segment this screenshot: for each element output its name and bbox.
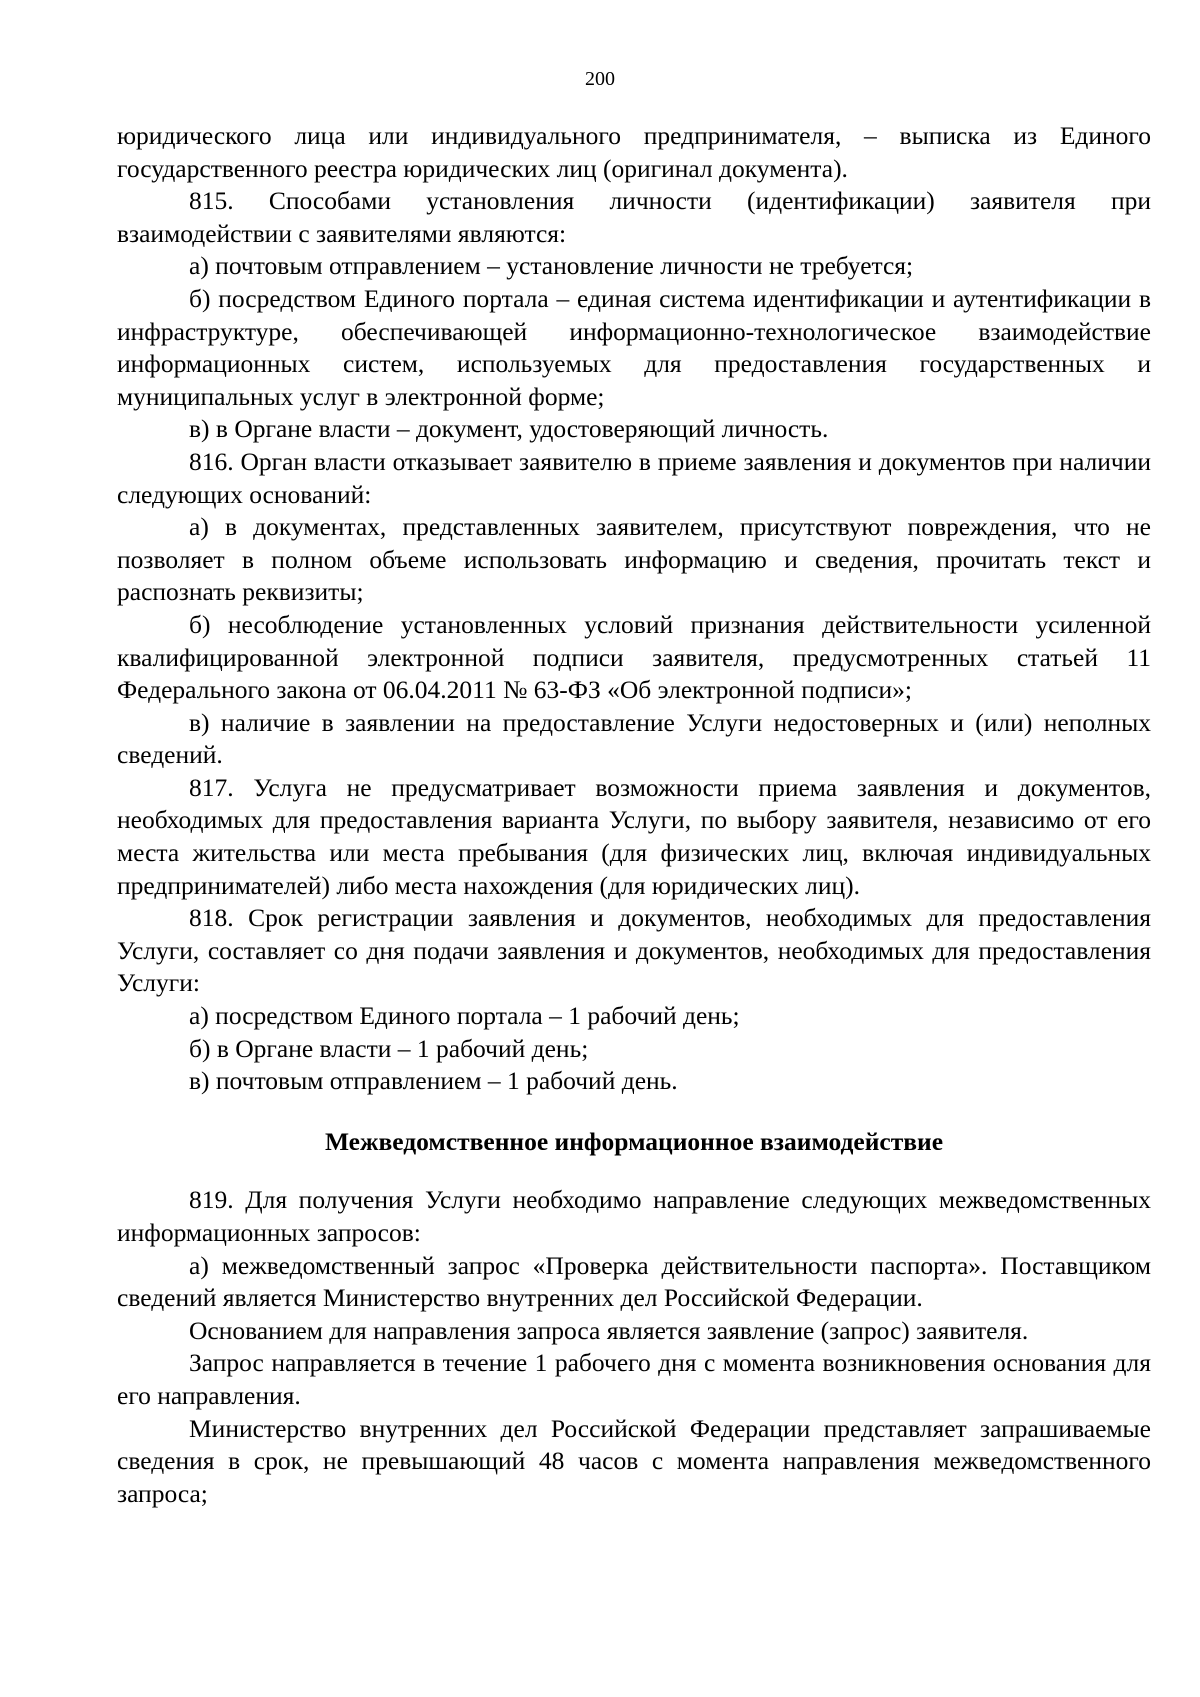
paragraph-request-timing: Запрос направляется в течение 1 рабочего дня с момента возникновения основания для его направления. bbox=[117, 1348, 1151, 1410]
paragraph-continuation: юридического лица или индивидуального предпринимателя, – выписка из Единого государственного реестра юридических лиц (оригинал документа). bbox=[117, 121, 1151, 183]
paragraph-818-a: а) посредством Единого портала – 1 рабочий день; bbox=[189, 1001, 740, 1031]
paragraph-request-basis: Основанием для направления запроса является заявление (запрос) заявителя. bbox=[189, 1315, 1029, 1345]
paragraph-816: 816. Орган власти отказывает заявителю в приеме заявления и документов при наличии следующих оснований: bbox=[117, 446, 1151, 509]
paragraph-816-a: а) в документах, представленных заявителем, присутствуют повреждения, что не позволяет в полном объеме использовать информацию и сведения, прочитать текст и распознать реквизиты; bbox=[117, 512, 1151, 607]
paragraph-816-v: в) наличие в заявлении на предоставление Услуги недостоверных и (или) неполных сведений. bbox=[117, 707, 1151, 770]
page-number: 200 bbox=[585, 68, 615, 90]
section-heading: Межведомственное информационное взаимодействие bbox=[324, 1126, 944, 1156]
paragraph-818-b: б) в Органе власти – 1 рабочий день; bbox=[189, 1033, 589, 1063]
paragraph-815-b: б) посредством Единого портала – единая система идентификации и аутентификации в инфраструктуре, обеспечивающей информационно-технологическое взаимодействие информационных систем, используемых для предоставления государственных и муниципальных услуг в электронной форме; bbox=[117, 283, 1151, 411]
paragraph-818: 818. Срок регистрации заявления и документов, необходимых для предоставления Услуги, составляет со дня подачи заявления и документов, необходимых для предоставления Услуги: bbox=[117, 903, 1151, 998]
paragraph-819-a: а) межведомственный запрос «Проверка действительности паспорта». Поставщиком сведений является Министерство внутренних дел Российской Федерации. bbox=[117, 1250, 1151, 1313]
paragraph-817: 817. Услуга не предусматривает возможности приема заявления и документов, необходимых для предоставления варианта Услуги, по выбору заявителя, независимо от его места жительства или места пребывания (для физических лиц, включая индивидуальных предпринимателей) либо места нахождения (для юридических лиц). bbox=[117, 772, 1151, 900]
document-body bbox=[117, 120, 1151, 1510]
paragraph-816-b: б) несоблюдение установленных условий признания действительности усиленной квалифицированной электронной подписи заявителя, предусмотренных статьей 11 Федерального закона от 06.04.2011 № 63-ФЗ «Об электронной подписи»; bbox=[117, 609, 1151, 705]
paragraph-815: 815. Способами установления личности (идентификации) заявителя при взаимодействии с заявителями являются: bbox=[117, 186, 1151, 248]
paragraph-815-v: в) в Органе власти – документ, удостоверяющий личность. bbox=[189, 414, 829, 444]
paragraph-819: 819. Для получения Услуги необходимо направление следующих межведомственных информационных запросов: bbox=[117, 1185, 1151, 1247]
paragraph-815-a: а) почтовым отправлением – установление личности не требуется; bbox=[189, 251, 914, 281]
paragraph-response-timing: Министерство внутренних дел Российской Федерации представляет запрашиваемые сведения в срок, не превышающий 48 часов с момента направления межведомственного запроса; bbox=[117, 1413, 1151, 1508]
paragraph-818-v: в) почтовым отправлением – 1 рабочий день. bbox=[189, 1066, 678, 1096]
